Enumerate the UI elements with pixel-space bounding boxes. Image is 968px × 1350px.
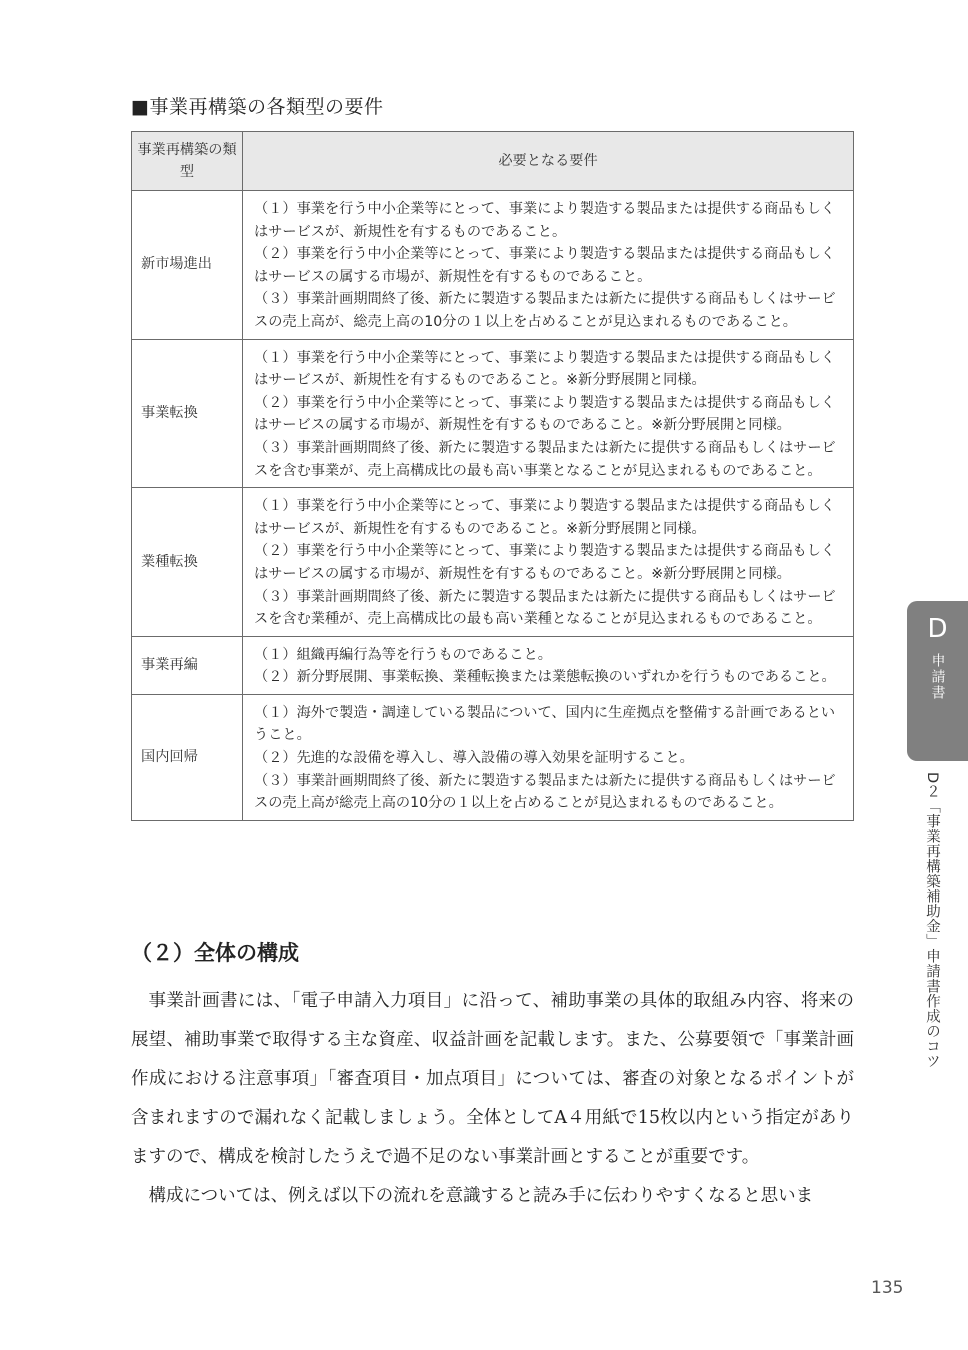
- row-requirements: [243, 636, 854, 694]
- table-header-row: [132, 132, 854, 191]
- row-type: 事業再編: [132, 636, 243, 694]
- table-row: [132, 488, 854, 637]
- row-type: 新市場進出: [132, 191, 243, 340]
- requirement-item: （２）先進的な設備を導入し、導入設備の導入効果を証明すること。: [254, 750, 694, 767]
- requirement-item: （１）事業を行う中小企業等にとって、事業により製造する製品または提供する商品もしくはサービスが、新規性を有するものであること。※新分野展開と同様。: [254, 498, 836, 537]
- requirement-item: （３）事業計画期間終了後、新たに製造する製品または新たに提供する商品もしくはサービスを含む事業が、売上高構成比の最も高い事業となることが見込まれるものであること。: [254, 439, 836, 479]
- chapter-tab: [907, 601, 968, 761]
- requirement-item: （３）事業計画期間終了後、新たに製造する製品または新たに提供する商品もしくはサービスの売上高が総売上高の10分の１以上を占めることが見込まれるものであること。: [254, 772, 836, 812]
- row-type: 事業転換: [132, 339, 243, 488]
- row-type: 国内回帰: [132, 694, 243, 820]
- requirements-table: [131, 131, 854, 821]
- paragraph: 構成については、例えば以下の流れを意識すると読み手に伝わりやすくなると思いま: [148, 1186, 814, 1206]
- section-heading: （２）全体の構成: [131, 941, 299, 965]
- table-row: [132, 191, 854, 340]
- requirement-item: （３）事業計画期間終了後、新たに製造する製品または新たに提供する商品もしくはサービスを含む業種が、売上高構成比の最も高い業種となることが見込まれるものであること。: [254, 588, 836, 628]
- row-requirements: [243, 694, 854, 820]
- page-number: 135: [871, 1278, 904, 1298]
- table-row: [132, 636, 854, 694]
- requirement-item: （１）事業を行う中小企業等にとって、事業により製造する製品または提供する商品もしくはサービスが、新規性を有するものであること。※新分野展開と同様。: [254, 349, 836, 389]
- paragraph: 事業計画書には、「電子申請入力項目」に沿って、補助事業の具体的取組み内容、将来の展望、補助事業で取得する主な資産、収益計画を記載します。また、公募要領で「事業計画作成における注意事項」「審査項目・加点項目」については、審査の対象となるポイントが含まれますので漏れなく記載しましょう。全体としてA４用紙で15枚以内という指定がありますので、構成を検討したうえで過不足のない事業計画とすることが重要です。: [131, 991, 854, 1167]
- requirement-item: （１）組織再編行為等を行うものであること。: [254, 646, 552, 663]
- section-subtitle: D２「事業再構築補助金」申請書作成のコツ: [924, 772, 940, 1069]
- requirement-item: （２）事業を行う中小企業等にとって、事業により製造する製品または提供する商品もしくはサービスの属する市場が、新規性を有するものであること。※新分野展開と同様。: [254, 394, 836, 434]
- table-row: [132, 694, 854, 820]
- requirement-item: （３）事業計画期間終了後、新たに製造する製品または新たに提供する商品もしくはサービスの売上高が、総売上高の10分の１以上を占めることが見込まれるものであること。: [254, 291, 836, 330]
- row-requirements: [243, 488, 854, 637]
- section-title: ■事業再構築の各類型の要件: [131, 96, 384, 118]
- body-text: [131, 982, 854, 1216]
- header-type: 事業再構築の類型: [132, 132, 243, 191]
- chapter-label: 申請書: [929, 653, 946, 701]
- requirement-item: （２）事業を行う中小企業等にとって、事業により製造する製品または提供する商品もしくはサービスの属する市場が、新規性を有するものであること。※新分野展開と同様。: [254, 543, 836, 582]
- requirement-item: （２）事業を行う中小企業等にとって、事業により製造する製品または提供する商品もしくはサービスの属する市場が、新規性を有するものであること。: [254, 246, 836, 285]
- requirement-item: （１）海外で製造・調達している製品について、国内に生産拠点を整備する計画であるということ。: [254, 704, 836, 744]
- table-row: [132, 339, 854, 488]
- row-requirements: [243, 191, 854, 340]
- requirement-item: （２）新分野展開、事業転換、業種転換または業態転換のいずれかを行うものであること。: [254, 669, 836, 686]
- header-requirements: 必要となる要件: [243, 132, 854, 191]
- chapter-letter: D: [927, 614, 948, 644]
- row-requirements: [243, 339, 854, 488]
- row-type: 業種転換: [132, 488, 243, 637]
- requirement-item: （１）事業を行う中小企業等にとって、事業により製造する製品または提供する商品もしくはサービスが、新規性を有するものであること。: [254, 201, 836, 240]
